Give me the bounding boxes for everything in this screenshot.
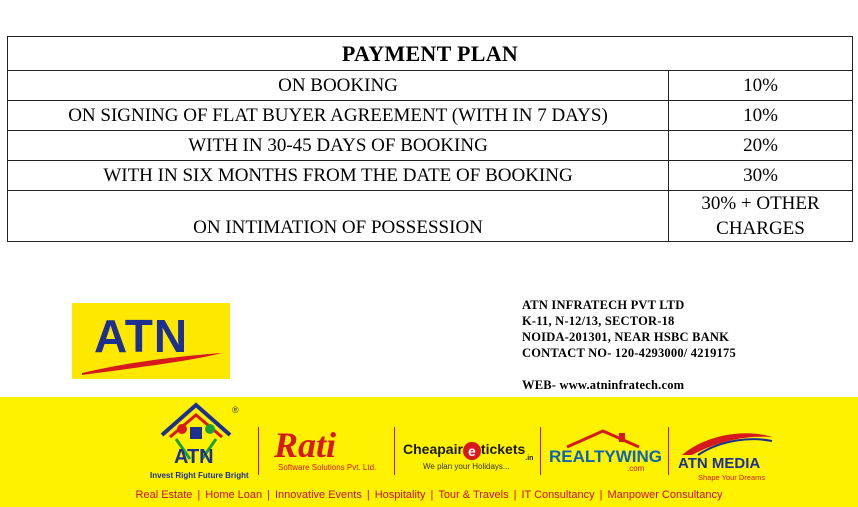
rati-name: Rati [274,425,337,465]
table-row [8,101,853,131]
cheapair-text: Cheapair [403,441,463,457]
brands-banner [0,397,858,507]
cheapair-subtitle: We plan your Holidays... [423,462,510,471]
payment-plan-title: PAYMENT PLAN [8,37,853,71]
company-name: ATN INFRATECH PVT LTD [522,298,685,312]
percent-cell: 30% [669,161,853,191]
atn-logo [72,303,230,379]
percent-cell [669,191,853,242]
payment-plan-table [7,36,853,242]
domain-suffix: .in [525,455,534,462]
realtywing-name: REALTYWING [549,447,663,466]
atn-media-name: ATN MEDIA [678,455,761,472]
table-row [8,191,853,242]
realtywing-domain: .com [627,464,645,473]
stage-cell: ON BOOKING [8,71,669,101]
stage-cell: WITH IN SIX MONTHS FROM THE DATE OF BOOKING [8,161,669,191]
table-row [8,161,853,191]
atn-logo-text: ATN [94,310,189,362]
percent-cell: 10% [669,71,853,101]
atn-media-tagline: Shape Your Dreams [698,473,766,482]
service-item: Innovative Events [275,489,362,501]
rati-subtitle: Software Solutions Pvt. Ltd. [278,463,377,472]
atn-brand-name: ATN [174,446,214,468]
cheapairetickets-brand [403,441,533,471]
stage-cell: ON SIGNING OF FLAT BUYER AGREEMENT (WITH IN 7 DAYS) [8,101,669,131]
divider [258,427,259,475]
logo-swoosh-icon [72,303,230,379]
registered-mark: ® [232,405,239,415]
divider [540,427,541,475]
percent-cell: 20% [669,131,853,161]
service-item: Hospitality [374,489,426,501]
service-item: Tour & Travels [438,489,509,501]
table-row [8,131,853,161]
percent-line: 30% + OTHER [701,193,820,214]
media-swoosh-icon [678,429,774,457]
tickets-text: tickets [480,441,526,457]
atn-brand [152,399,248,481]
address-line: K-11, N-12/13, SECTOR-18 [522,314,675,328]
table-row [8,71,853,101]
percent-cell: 10% [669,101,853,131]
divider [668,427,669,475]
divider [394,427,395,475]
service-item: Real Estate [135,489,193,501]
atn-tagline: Invest Right Future Bright [150,471,249,480]
stage-cell: ON INTIMATION OF POSSESSION [8,191,669,242]
contact-block [522,297,736,393]
services-list: Real Estate | Home Loan | Innovative Events | Hospitality | Tour & Travels | IT Consultancy | Manpower Consultancy [135,489,723,501]
website-line: WEB- www.atninfratech.com [522,378,685,392]
service-item: Manpower Consultancy [607,489,723,501]
service-item: IT Consultancy [521,489,595,501]
roof-icon [563,429,643,449]
service-item: Home Loan [205,489,263,501]
atn-house-icon [156,399,236,471]
stage-cell: WITH IN 30-45 DAYS OF BOOKING [8,131,669,161]
percent-line: CHARGES [716,218,805,239]
rati-brand [274,427,376,472]
e-ticket-icon: e [463,442,481,460]
phone-line: CONTACT NO- 120-4293000/ 4219175 [522,346,736,360]
address-line: NOIDA-201301, NEAR HSBC BANK [522,330,730,344]
